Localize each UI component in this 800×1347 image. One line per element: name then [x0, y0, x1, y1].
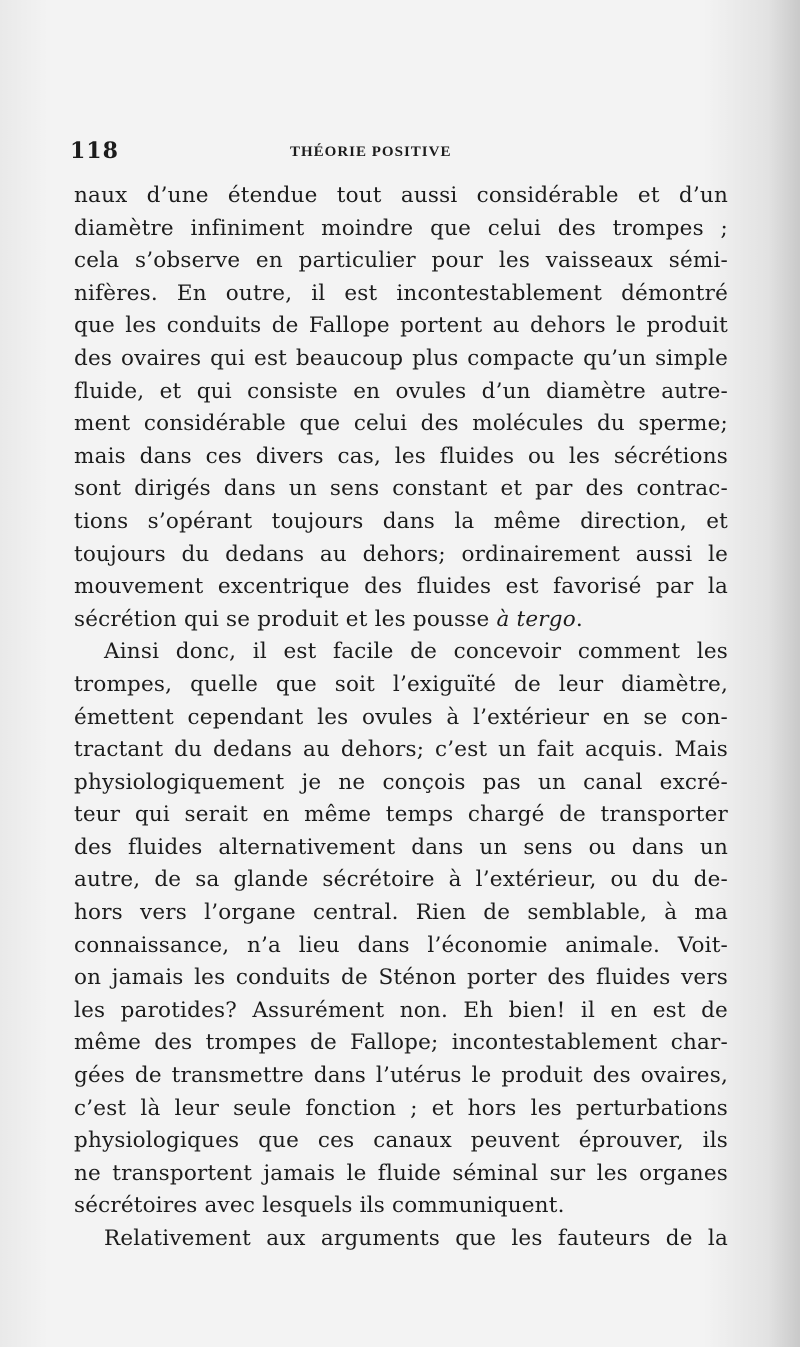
- text-line: les parotides? Assurément non. Eh bien! il en est de: [74, 997, 728, 1023]
- text-line: mais dans ces divers cas, les fluides ou les sécrétions: [74, 443, 728, 469]
- text-line: cela s’observe en particulier pour les vaisseaux sémi-: [74, 248, 728, 274]
- text-line: sont dirigés dans un sens constant et par des contrac-: [74, 476, 728, 502]
- text-line: mouvement excentrique des fluides est favorisé par la: [74, 574, 728, 600]
- text-line: gées de transmettre dans l’utérus le produit des ovaires,: [74, 1063, 728, 1089]
- text-line: trompes, quelle que soit l’exiguïté de leur diamètre,: [74, 671, 728, 697]
- italic-phrase: à tergo: [496, 606, 576, 632]
- text-line: tractant du dedans au dehors; c’est un fait acquis. Mais: [74, 737, 728, 763]
- text-line: on jamais les conduits de Sténon porter des fluides vers: [74, 965, 728, 991]
- text-line: diamètre infiniment moindre que celui des trompes ;: [74, 215, 728, 241]
- text-line: émettent cependant les ovules à l’extérieur en se con-: [74, 704, 728, 730]
- paragraph-first-line: Relativement aux arguments que les fauteurs de la: [104, 1226, 728, 1251]
- text-segment: sécrétion qui se produit et les pousse: [74, 606, 497, 632]
- text-line: même des trompes de Fallope; incontestablement char-: [74, 1030, 728, 1056]
- text-line: des ovaires qui est beaucoup plus compacte qu’un simple: [74, 345, 728, 371]
- text-line: tions s’opérant toujours dans la même direction, et: [74, 508, 728, 534]
- text-line: c’est là leur seule fonction ; et hors les perturbations: [74, 1095, 728, 1121]
- page-header: [70, 138, 730, 168]
- text-line: hors vers l’organe central. Rien de semblable, à ma: [74, 900, 728, 926]
- body-text: [74, 180, 728, 1256]
- text-segment: .: [575, 606, 583, 632]
- text-line: [74, 604, 728, 637]
- text-line: ne transportent jamais le fluide séminal sur les organes: [74, 1160, 728, 1186]
- text-line: physiologiquement je ne conçois pas un canal excré-: [74, 769, 728, 795]
- text-line: sécrétoires avec lesquels ils communiquent.: [74, 1193, 565, 1219]
- text-line: nifères. En outre, il est incontestablement démontré: [74, 280, 728, 306]
- text-line: physiologiques que ces canaux peuvent éprouver, ils: [74, 1128, 728, 1154]
- text-line: fluide, et qui consiste en ovules d’un diamètre autre-: [74, 378, 728, 404]
- text-line: naux d’une étendue tout aussi considérable et d’un: [74, 183, 728, 208]
- paragraph-first-line: Ainsi donc, il est facile de concevoir comment les: [104, 639, 728, 665]
- running-title: THÉORIE POSITIVE: [290, 144, 452, 160]
- text-line: ment considérable que celui des molécules du sperme;: [74, 411, 728, 437]
- text-line: toujours du dedans au dehors; ordinairement aussi le: [74, 541, 728, 567]
- text-line: autre, de sa glande sécrétoire à l’extérieur, ou du de-: [74, 867, 728, 893]
- text-line: des fluides alternativement dans un sens ou dans un: [74, 834, 728, 860]
- page-number: 118: [70, 138, 119, 164]
- text-line: teur qui serait en même temps chargé de transporter: [74, 802, 728, 828]
- text-line: que les conduits de Fallope portent au dehors le produit: [74, 313, 728, 339]
- text-line: connaissance, n’a lieu dans l’économie animale. Voit-: [74, 932, 728, 958]
